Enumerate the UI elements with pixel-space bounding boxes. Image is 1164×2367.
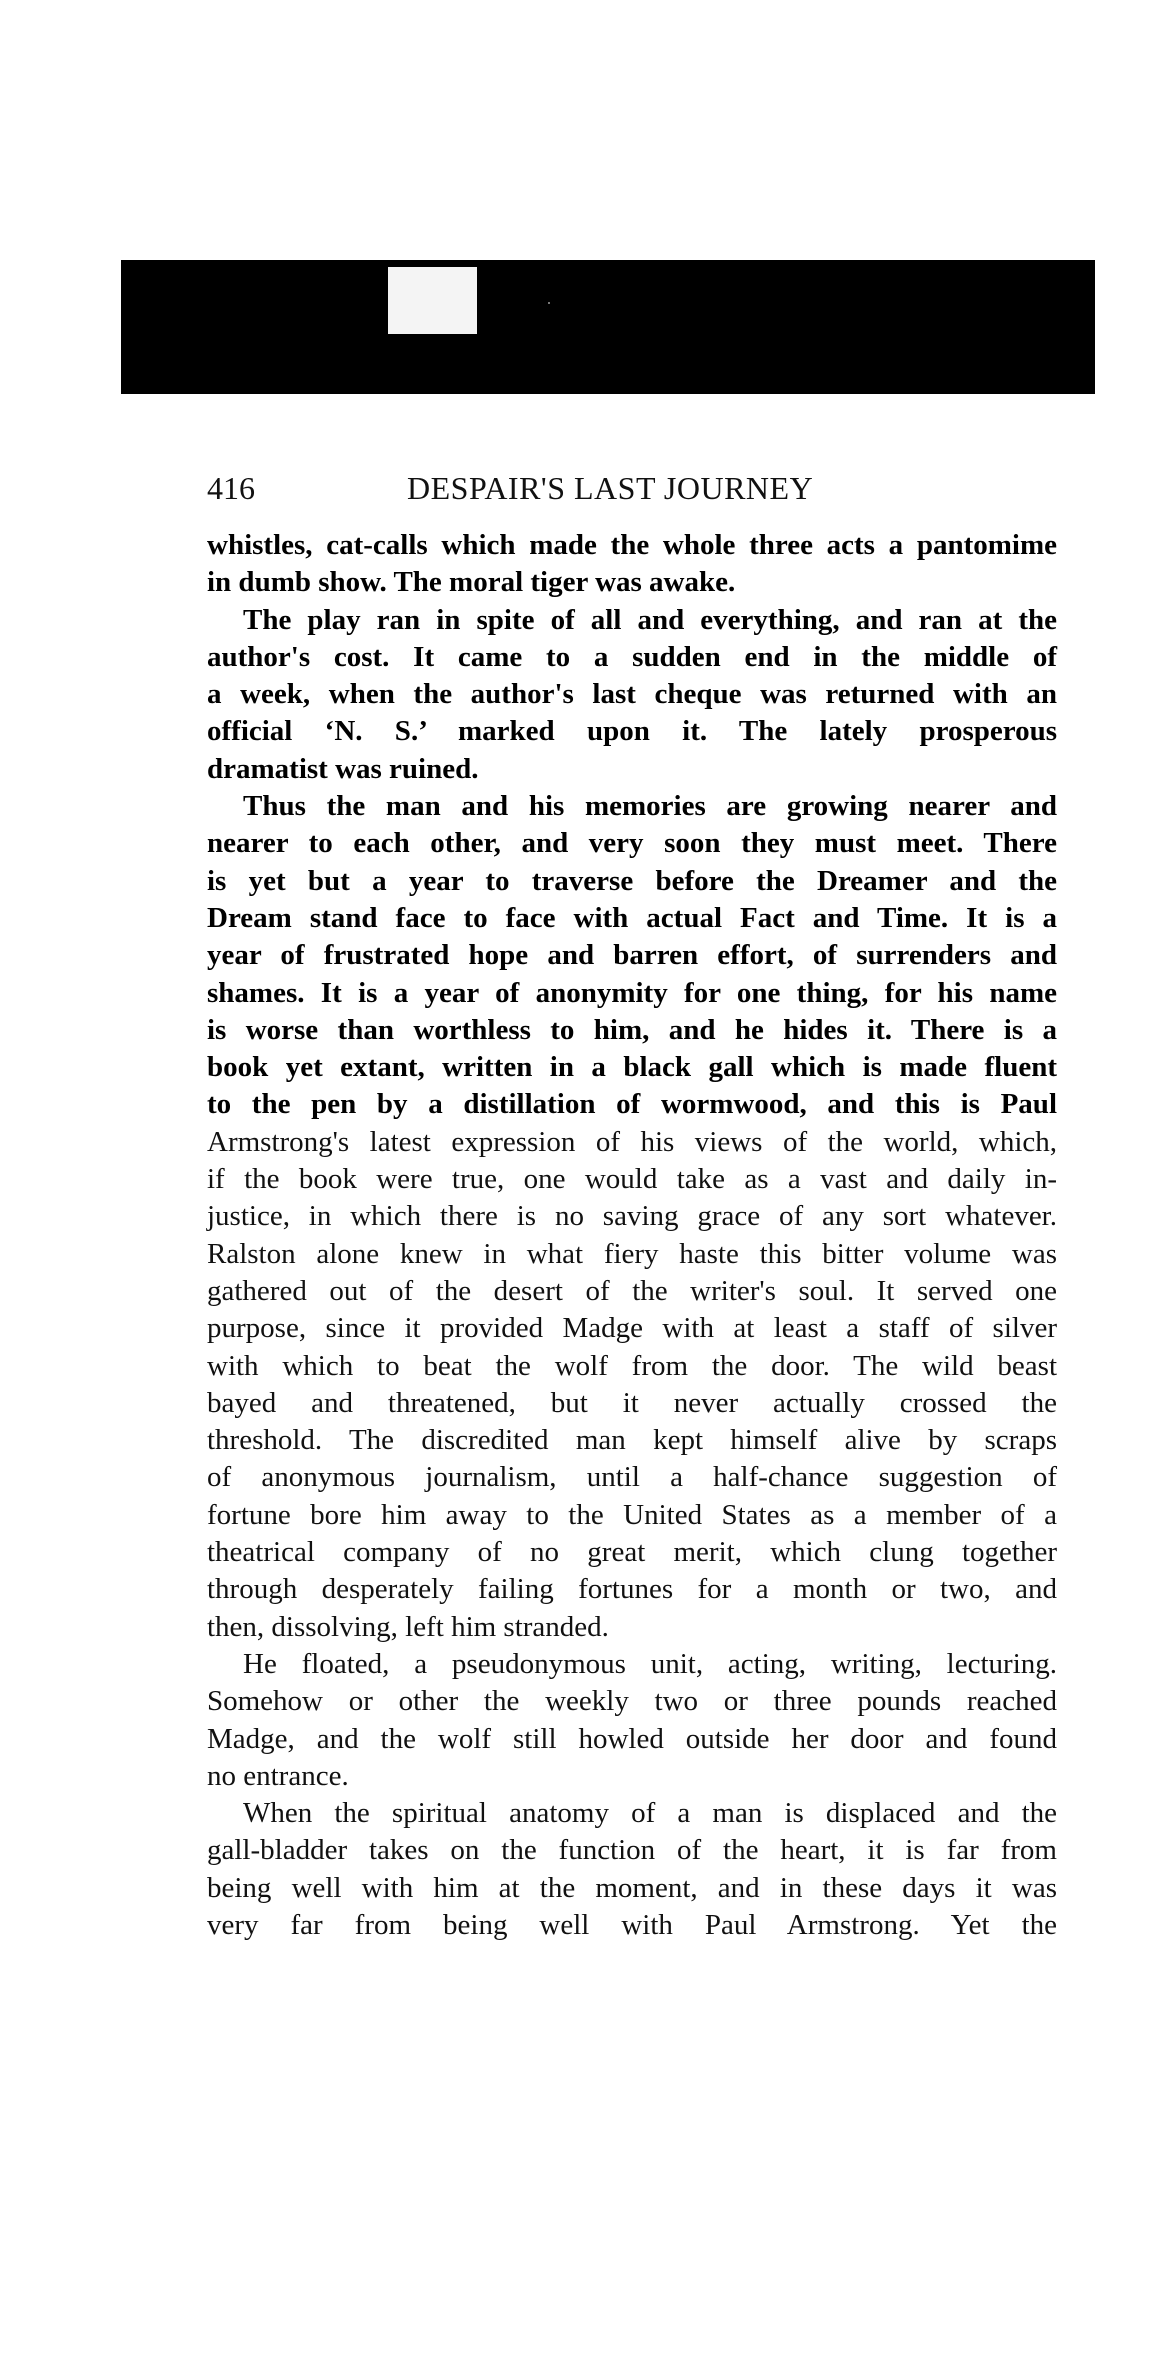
text-line: with which to beat the wolf from the door. The wild beast [207, 1349, 1057, 1382]
text-line: dramatist was ruined. [207, 752, 479, 785]
text-line: nearer to each other, and very soon they must meet. There [207, 827, 1057, 860]
text-line: being well with him at the moment, and in these days it was [207, 1871, 1057, 1904]
text-line: whistles, cat-calls which made the whole three acts a pantomime [207, 529, 1057, 561]
text-line: Somehow or other the weekly two or three pounds reached [207, 1685, 1057, 1718]
text-line: theatrical company of no great merit, which clung together [207, 1536, 1057, 1569]
page-number: 416 [207, 470, 255, 506]
text-line: The play ran in spite of all and everything, and ran at the [243, 603, 1057, 636]
text-line: if the book were true, one would take as a vast and daily in- [207, 1163, 1057, 1196]
text-line: Armstrong's latest expression of his views of the world, which, [207, 1125, 1057, 1158]
text-line: a week, when the author's last cheque was returned with an [207, 678, 1057, 711]
page-header [207, 466, 1057, 510]
text-line: fortune bore him away to the United States as a member of a [207, 1498, 1057, 1531]
text-line: then, dissolving, left him stranded. [207, 1610, 609, 1643]
text-line: in dumb show. The moral tiger was awake. [207, 566, 736, 599]
text-line: justice, in which there is no saving grace of any sort whatever. [207, 1200, 1057, 1233]
text-line: official ‘N. S.’ marked upon it. The lately prosperous [207, 715, 1057, 748]
text-line: shames. It is a year of anonymity for one thing, for his name [207, 976, 1057, 1009]
text-line: gall-bladder takes on the function of the heart, it is far from [207, 1834, 1057, 1867]
text-line: author's cost. It came to a sudden end in the middle of [207, 640, 1057, 673]
text-line: He floated, a pseudonymous unit, acting, writing, lecturing. [243, 1647, 1057, 1680]
text-line: year of frustrated hope and barren effort, of surrenders and [207, 939, 1057, 972]
text-line: Thus the man and his memories are growing nearer and [243, 790, 1057, 823]
text-line: to the pen by a distillation of wormwood, and this is Paul [207, 1088, 1057, 1121]
text-line: When the spiritual anatomy of a man is displaced and the [243, 1797, 1057, 1830]
scan-light-patch [388, 267, 477, 334]
text-line: book yet extant, written in a black gall which is made fluent [207, 1051, 1057, 1084]
text-line: Ralston alone knew in what fiery haste this bitter volume was [207, 1237, 1057, 1270]
text-line: no entrance. [207, 1759, 349, 1792]
text-line: Madge, and the wolf still howled outside her door and found [207, 1722, 1057, 1755]
text-line: threshold. The discredited man kept himself alive by scraps [207, 1424, 1057, 1457]
body-text [207, 527, 1057, 1944]
scan-margin-black-bar [121, 260, 1095, 394]
running-title: DESPAIR'S LAST JOURNEY [407, 470, 814, 506]
text-line: gathered out of the desert of the writer's soul. It served one [207, 1274, 1057, 1307]
text-line: very far from being well with Paul Armstrong. Yet the [207, 1908, 1057, 1941]
text-line: bayed and threatened, but it never actually crossed the [207, 1386, 1057, 1419]
text-line: Dream stand face to face with actual Fact and Time. It is a [207, 901, 1057, 934]
text-line: purpose, since it provided Madge with at least a staff of silver [207, 1312, 1057, 1345]
text-line: through desperately failing fortunes for a month or two, and [207, 1573, 1057, 1606]
text-line: is worse than worthless to him, and he hides it. There is a [207, 1013, 1057, 1046]
text-line: of anonymous journalism, until a half-chance suggestion of [207, 1461, 1057, 1494]
text-line: is yet but a year to traverse before the Dreamer and the [207, 864, 1057, 897]
scan-speck [548, 302, 550, 304]
